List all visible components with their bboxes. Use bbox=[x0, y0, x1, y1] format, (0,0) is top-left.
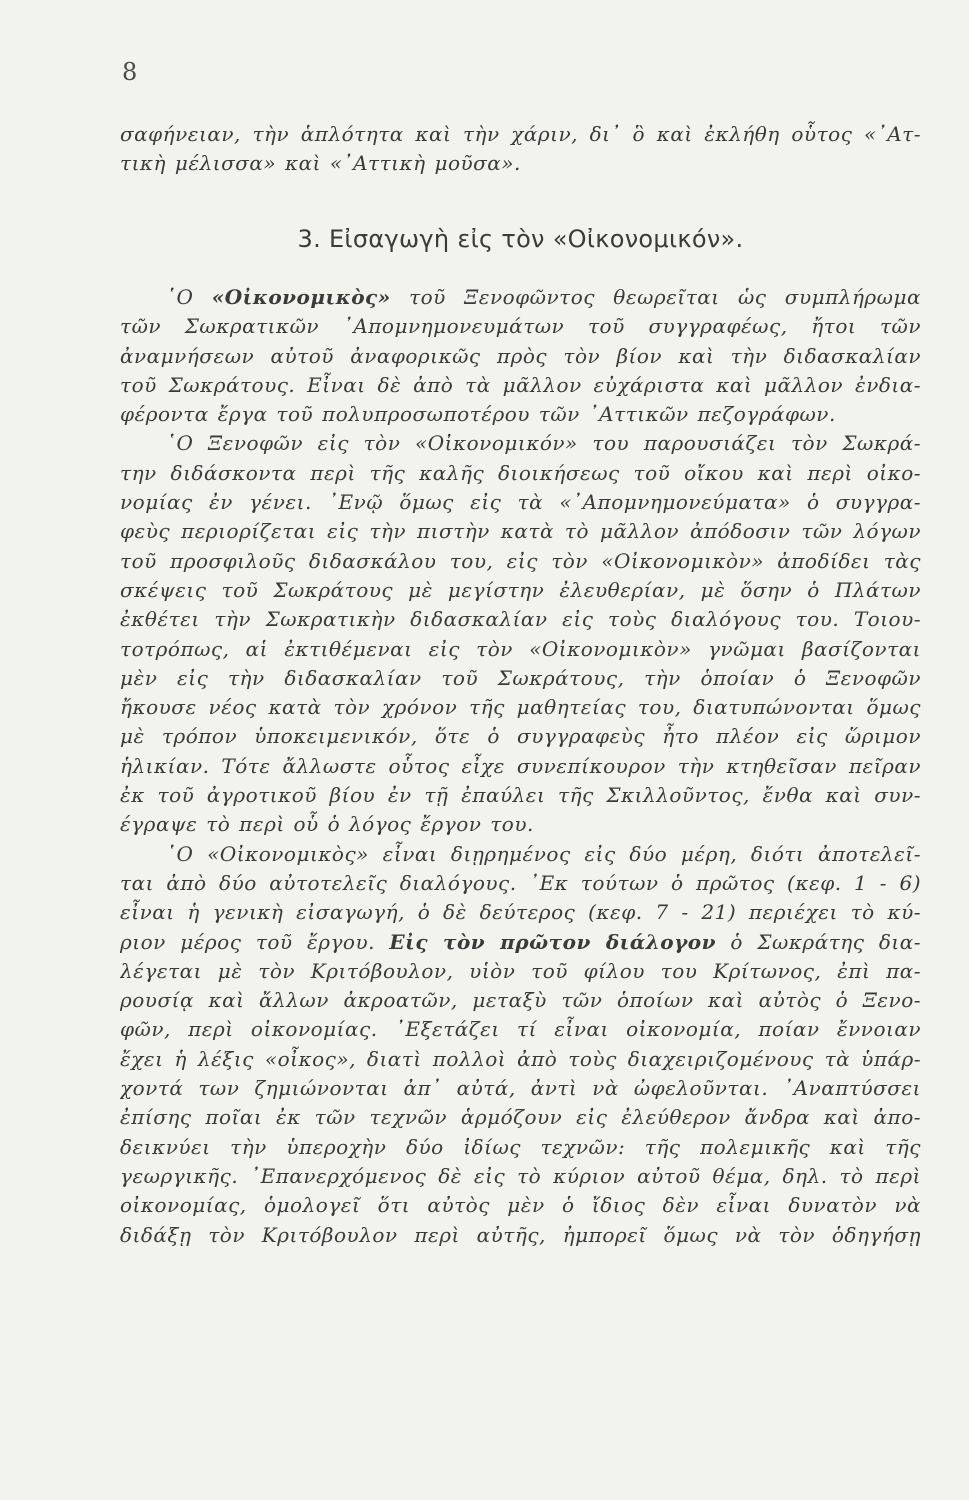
text-line: λέγεται μὲ τὸν Κριτόβουλον, υἱὸν τοῦ φίλου του Κρίτωνος, ἐπὶ πα- bbox=[120, 958, 921, 983]
text-line: τοῦ Σωκράτους. Εἶναι δὲ ἀπὸ τὰ μᾶλλον εὐχάριστα καὶ μᾶλλον ἐνδια- bbox=[120, 372, 921, 397]
text-line: μὲν εἰς τὴν διδασκαλίαν τοῦ Σωκράτους, τὴν ὁποίαν ὁ Ξενοφῶν bbox=[120, 665, 921, 690]
text-line: φέροντα ἔργα τοῦ πολυπροσωποτέρου τῶν ᾽Αττικῶν πεζογράφων. bbox=[120, 402, 836, 427]
text-line: σκέψεις τοῦ Σωκράτους μὲ μεγίστην ἐλευθερίαν, μὲ ὅσην ὁ Πλάτων bbox=[120, 577, 921, 602]
text-line: έγραψε τὸ περὶ οὗ ὁ λόγος ἔργον του. bbox=[120, 812, 534, 837]
text-line: οἰκονομίας, ὁμολογεῖ ὅτι αὐτὸς μὲν ὁ ἴδιος δὲν εἶναι δυνατὸν νὰ bbox=[120, 1193, 921, 1218]
text-line: μὲ τρόπον ὑποκειμενικόν, ὅτε ὁ συγγραφεὺς ἦτο πλέον εἰς ὥριμον bbox=[120, 724, 921, 749]
section-heading: 3. Εἰσαγωγὴ εἰς τὸν «Οἰκονομικόν». bbox=[297, 225, 744, 253]
bold-title: «Οἰκονομικὸς» bbox=[211, 285, 391, 309]
text-line: εἶναι ἡ γενικὴ εἰσαγωγή, ὁ δὲ δεύτερος (κεφ. 7 - 21) περιέχει τὸ κύ- bbox=[120, 900, 921, 925]
text-line: διδάξῃ τὸν Κριτόβουλον περὶ αὐτῆς, ἠμπορεῖ ὅμως νὰ τὸν ὁδηγήσῃ bbox=[120, 1222, 921, 1247]
text-line: ἤκουσε νέος κατὰ τὸν χρόνον τῆς μαθητείας του, διατυπώνονται ὅμως bbox=[120, 695, 921, 720]
text-line: τῶν Σωκρατικῶν ᾽Απομνημονευμάτων τοῦ συγγραφέως, ἤτοι τῶν bbox=[120, 314, 921, 339]
text-line: ἀναμνήσεων αὐτοῦ ἀναφορικῶς πρὸς τὸν βίον καὶ τὴν διδασκαλίαν bbox=[120, 343, 921, 368]
text-line: δεικνύει τὴν ὑπεροχὴν δύο ἰδίως τεχνῶν: τῆς πολεμικῆς καὶ τῆς bbox=[120, 1134, 921, 1159]
text-line: φῶν, περὶ οἰκονομίας. ᾽Εξετάζει τί εἶναι οἰκονομία, ποίαν ἔννοιαν bbox=[120, 1017, 921, 1042]
text-line: τικὴ μέλισσα» καὶ «᾽Αττικὴ μοῦσα». bbox=[120, 151, 521, 175]
text-line: ἐκθέτει τὴν Σωκρατικὴν διδασκαλίαν εἰς τοὺς διαλόγους του. Τοιου- bbox=[120, 607, 921, 632]
text-line: γεωργικῆς. ᾽Επανερχόμενος δὲ εἰς τὸ κύριον αὐτοῦ θέμα, δηλ. τὸ περὶ bbox=[120, 1163, 921, 1188]
text-line: ἡλικίαν. Τότε ἄλλωστε οὗτος εἶχε συνεπίκουρον τὴν κτηθεῖσαν πεῖραν bbox=[120, 753, 921, 778]
text-line: τοῦ προσφιλοῦς διδασκάλου του, εἰς τὸν «Οἰκονομικὸν» ἀποδίδει τὰς bbox=[120, 548, 921, 573]
text-line: χοντά των ζημιώνονται ἀπ᾽ αὐτά, ἀντὶ νὰ ὠφελοῦνται. ᾽Αναπτύσσει bbox=[120, 1076, 921, 1101]
text-line: ρουσίᾳ καὶ ἄλλων ἀκροατῶν, μεταξὺ τῶν ὁποίων καὶ αὐτὸς ὁ Ξενο- bbox=[120, 988, 921, 1013]
text-line: σαφήνειαν, τὴν ἁπλότητα καὶ τὴν χάριν, δι᾽ ὃ καὶ ἐκλήθη οὗτος «᾽Ατ- bbox=[120, 122, 921, 146]
text-line: ῾Ο «Οἰκονομικὸς» εἶναι διῃρημένος εἰς δύο μέρη, διότι ἀποτελεῖ- bbox=[166, 841, 921, 866]
text-line: ριον μέρος τοῦ ἔργου. Εἰς τὸν πρῶτον διάλογον ὁ Σωκράτης δια- bbox=[120, 929, 921, 954]
text-line: ται ἀπὸ δύο αὐτοτελεῖς διαλόγους. ᾽Εκ τούτων ὁ πρῶτος (κεφ. 1 - 6) bbox=[120, 870, 921, 895]
text-line: την διδάσκοντα περὶ τῆς καλῆς διοικήσεως τοῦ οἴκου καὶ περὶ οἰκο- bbox=[120, 460, 921, 485]
text-line: νομίας ἐν γένει. ᾽Ενῷ ὅμως εἰς τὰ «᾽Απομνημονεύματα» ὁ συγγρα- bbox=[120, 490, 921, 515]
text-line: ῾Ο Ξενοφῶν εἰς τὸν «Οἰκονομικόν» του παρουσιάζει τὸν Σωκρά- bbox=[166, 431, 921, 456]
text-line: ἐκ τοῦ ἀγροτικοῦ βίου ἐν τῇ ἐπαύλει τῆς Σκιλλοῦντος, ἔνθα καὶ συν- bbox=[120, 783, 921, 808]
text-line: τοτρόπως, αἱ ἐκτιθέμεναι εἰς τὸν «Οἰκονομικὸν» γνῶμαι βασίζονται bbox=[120, 636, 921, 661]
bold-subheading: Εἰς τὸν πρῶτον διάλογον bbox=[389, 929, 717, 954]
text-line: ἐπίσης ποῖαι ἐκ τῶν τεχνῶν ἁρμόζουν εἰς ἐλεύθερον ἄνδρα καὶ ἀπο- bbox=[120, 1105, 921, 1130]
text-line: φεὺς περιορίζεται εἰς τὴν πιστὴν κατὰ τὸ μᾶλλον ἀπόδοσιν τῶν λόγων bbox=[120, 519, 921, 544]
page-number: 8 bbox=[122, 58, 138, 86]
intro-paragraph bbox=[120, 120, 921, 178]
section-body bbox=[120, 283, 921, 1250]
text-line: ῾Ο «Οἰκονομικὸς» τοῦ Ξενοφῶντος θεωρεῖται ὡς συμπλήρωμα bbox=[166, 285, 921, 309]
text-line: ἔχει ἡ λέξις «οἶκος», διατὶ πολλοὶ ἀπὸ τοὺς διαχειριζομένους τὰ ὑπάρ- bbox=[120, 1046, 921, 1071]
